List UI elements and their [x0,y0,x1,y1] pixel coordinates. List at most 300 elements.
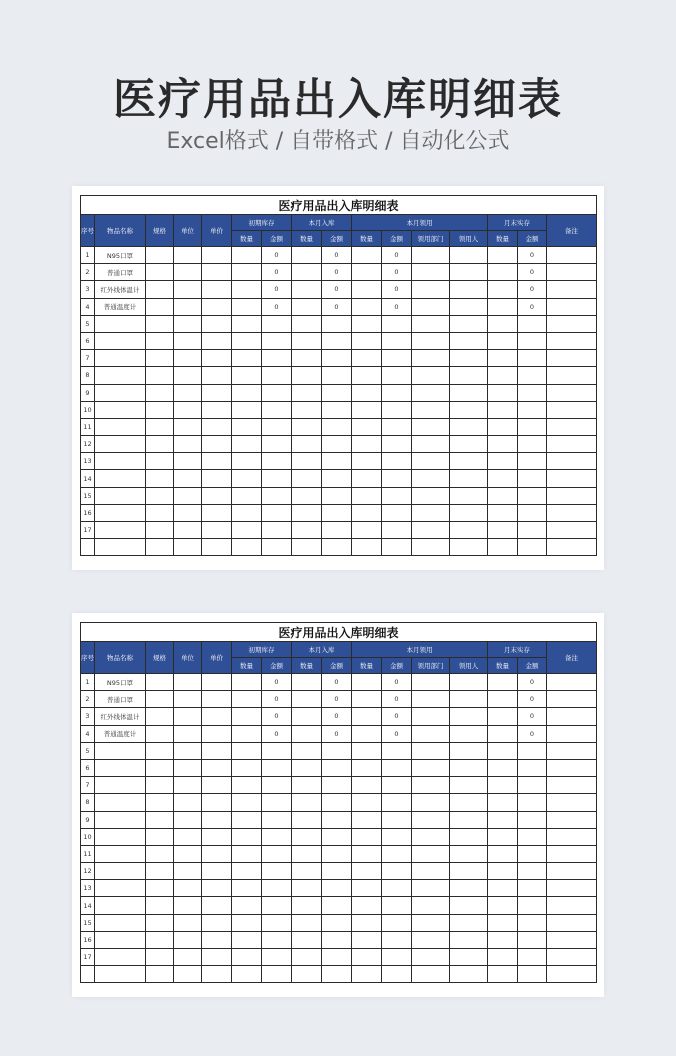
cell-remark[interactable] [547,401,597,418]
cell-receiver[interactable] [450,811,488,828]
cell-in-qty[interactable] [292,384,322,401]
cell-remark[interactable] [547,742,597,759]
cell-in-amt[interactable] [322,539,352,556]
cell-use-amt[interactable] [382,487,412,504]
cell-in-amt[interactable] [322,880,352,897]
cell-use-qty[interactable] [352,436,382,453]
cell-use-qty[interactable] [352,247,382,264]
cell-price[interactable] [202,436,232,453]
cell-seq[interactable]: 16 [81,931,95,948]
cell-spec[interactable] [146,914,174,931]
cell-remark[interactable] [547,504,597,521]
cell-in-qty[interactable] [292,742,322,759]
cell-in-qty[interactable] [292,281,322,298]
cell-open-qty[interactable] [232,350,262,367]
cell-open-qty[interactable] [232,384,262,401]
cell-receiver[interactable] [450,504,488,521]
cell-close-amt[interactable] [518,949,547,966]
cell-in-qty[interactable] [292,539,322,556]
cell-open-amt[interactable] [262,949,292,966]
cell-unit[interactable] [174,949,202,966]
cell-open-amt[interactable] [262,794,292,811]
cell-use-amt[interactable]: 0 [382,298,412,315]
cell-seq[interactable]: 5 [81,742,95,759]
cell-dept[interactable] [412,504,450,521]
cell-use-qty[interactable] [352,880,382,897]
cell-receiver[interactable] [450,298,488,315]
cell-name[interactable] [95,949,146,966]
cell-use-qty[interactable] [352,264,382,281]
cell-close-qty[interactable] [488,436,518,453]
cell-unit[interactable] [174,863,202,880]
cell-dept[interactable] [412,674,450,691]
cell-in-qty[interactable] [292,436,322,453]
cell-name[interactable]: N95口罩 [95,247,146,264]
cell-close-qty[interactable] [488,367,518,384]
cell-name[interactable] [95,777,146,794]
cell-seq[interactable]: 7 [81,350,95,367]
cell-spec[interactable] [146,264,174,281]
cell-close-qty[interactable] [488,845,518,862]
cell-spec[interactable] [146,350,174,367]
cell-unit[interactable] [174,742,202,759]
cell-use-qty[interactable] [352,828,382,845]
cell-remark[interactable] [547,281,597,298]
cell-unit[interactable] [174,504,202,521]
cell-dept[interactable] [412,539,450,556]
cell-remark[interactable] [547,350,597,367]
cell-spec[interactable] [146,453,174,470]
cell-unit[interactable] [174,332,202,349]
cell-spec[interactable] [146,487,174,504]
cell-open-amt[interactable] [262,863,292,880]
cell-spec[interactable] [146,845,174,862]
cell-seq[interactable] [81,539,95,556]
cell-close-amt[interactable] [518,401,547,418]
cell-name[interactable] [95,332,146,349]
cell-use-qty[interactable] [352,367,382,384]
cell-price[interactable] [202,264,232,281]
cell-use-amt[interactable] [382,759,412,776]
cell-remark[interactable] [547,487,597,504]
cell-in-qty[interactable] [292,897,322,914]
cell-use-qty[interactable] [352,470,382,487]
cell-receiver[interactable] [450,350,488,367]
cell-seq[interactable]: 13 [81,453,95,470]
cell-remark[interactable] [547,367,597,384]
cell-receiver[interactable] [450,691,488,708]
cell-open-amt[interactable] [262,504,292,521]
cell-name[interactable] [95,794,146,811]
cell-in-qty[interactable] [292,931,322,948]
cell-seq[interactable]: 13 [81,880,95,897]
cell-in-amt[interactable] [322,845,352,862]
cell-unit[interactable] [174,914,202,931]
cell-close-qty[interactable] [488,880,518,897]
cell-unit[interactable] [174,315,202,332]
cell-in-amt[interactable] [322,914,352,931]
cell-in-amt[interactable] [322,367,352,384]
cell-remark[interactable] [547,794,597,811]
cell-seq[interactable]: 14 [81,897,95,914]
cell-in-amt[interactable] [322,811,352,828]
cell-use-qty[interactable] [352,777,382,794]
cell-use-amt[interactable] [382,539,412,556]
cell-spec[interactable] [146,725,174,742]
cell-close-qty[interactable] [488,522,518,539]
cell-open-amt[interactable]: 0 [262,298,292,315]
cell-price[interactable] [202,298,232,315]
cell-open-qty[interactable] [232,281,262,298]
cell-in-qty[interactable] [292,674,322,691]
cell-close-amt[interactable] [518,332,547,349]
cell-in-amt[interactable] [322,522,352,539]
cell-use-qty[interactable] [352,949,382,966]
cell-open-qty[interactable] [232,897,262,914]
cell-use-amt[interactable] [382,522,412,539]
cell-close-amt[interactable] [518,742,547,759]
cell-seq[interactable]: 2 [81,264,95,281]
cell-in-qty[interactable] [292,315,322,332]
cell-open-amt[interactable] [262,828,292,845]
cell-use-amt[interactable] [382,401,412,418]
cell-dept[interactable] [412,880,450,897]
cell-in-qty[interactable] [292,264,322,281]
cell-use-amt[interactable] [382,949,412,966]
cell-open-qty[interactable] [232,794,262,811]
cell-dept[interactable] [412,315,450,332]
cell-dept[interactable] [412,949,450,966]
cell-open-amt[interactable] [262,418,292,435]
cell-spec[interactable] [146,281,174,298]
cell-price[interactable] [202,897,232,914]
cell-open-qty[interactable] [232,504,262,521]
cell-open-qty[interactable] [232,401,262,418]
cell-remark[interactable] [547,828,597,845]
cell-dept[interactable] [412,759,450,776]
cell-open-qty[interactable] [232,453,262,470]
cell-unit[interactable] [174,247,202,264]
cell-close-qty[interactable] [488,794,518,811]
cell-price[interactable] [202,332,232,349]
cell-receiver[interactable] [450,384,488,401]
cell-use-qty[interactable] [352,742,382,759]
cell-receiver[interactable] [450,708,488,725]
cell-close-amt[interactable] [518,845,547,862]
cell-spec[interactable] [146,367,174,384]
cell-name[interactable] [95,931,146,948]
cell-use-amt[interactable] [382,742,412,759]
cell-use-amt[interactable] [382,811,412,828]
cell-close-qty[interactable] [488,725,518,742]
cell-unit[interactable] [174,708,202,725]
cell-receiver[interactable] [450,332,488,349]
cell-receiver[interactable] [450,367,488,384]
cell-price[interactable] [202,384,232,401]
cell-dept[interactable] [412,966,450,983]
cell-open-qty[interactable] [232,725,262,742]
cell-spec[interactable] [146,949,174,966]
cell-use-qty[interactable] [352,332,382,349]
cell-use-amt[interactable] [382,777,412,794]
cell-price[interactable] [202,880,232,897]
cell-use-amt[interactable] [382,470,412,487]
cell-dept[interactable] [412,247,450,264]
cell-seq[interactable]: 4 [81,725,95,742]
cell-remark[interactable] [547,880,597,897]
cell-in-amt[interactable] [322,436,352,453]
cell-in-qty[interactable] [292,367,322,384]
cell-dept[interactable] [412,453,450,470]
cell-receiver[interactable] [450,725,488,742]
cell-close-amt[interactable]: 0 [518,691,547,708]
cell-use-amt[interactable] [382,794,412,811]
cell-remark[interactable] [547,811,597,828]
cell-use-qty[interactable] [352,811,382,828]
cell-open-qty[interactable] [232,914,262,931]
cell-dept[interactable] [412,777,450,794]
cell-spec[interactable] [146,828,174,845]
cell-price[interactable] [202,949,232,966]
cell-use-amt[interactable] [382,914,412,931]
cell-unit[interactable] [174,418,202,435]
cell-open-amt[interactable] [262,522,292,539]
cell-in-qty[interactable] [292,418,322,435]
cell-use-qty[interactable] [352,914,382,931]
cell-seq[interactable]: 17 [81,949,95,966]
cell-in-qty[interactable] [292,863,322,880]
cell-use-amt[interactable] [382,863,412,880]
cell-receiver[interactable] [450,418,488,435]
cell-open-qty[interactable] [232,828,262,845]
cell-name[interactable] [95,315,146,332]
cell-remark[interactable] [547,863,597,880]
cell-name[interactable] [95,914,146,931]
cell-name[interactable] [95,350,146,367]
cell-price[interactable] [202,539,232,556]
cell-open-qty[interactable] [232,674,262,691]
cell-spec[interactable] [146,384,174,401]
cell-spec[interactable] [146,742,174,759]
cell-use-amt[interactable] [382,315,412,332]
cell-seq[interactable]: 10 [81,828,95,845]
cell-close-amt[interactable]: 0 [518,708,547,725]
cell-spec[interactable] [146,539,174,556]
cell-in-qty[interactable] [292,725,322,742]
cell-close-qty[interactable] [488,504,518,521]
cell-remark[interactable] [547,949,597,966]
cell-open-qty[interactable] [232,436,262,453]
cell-seq[interactable]: 3 [81,281,95,298]
cell-name[interactable] [95,845,146,862]
cell-close-qty[interactable] [488,453,518,470]
cell-close-amt[interactable] [518,315,547,332]
cell-open-qty[interactable] [232,863,262,880]
cell-in-amt[interactable]: 0 [322,708,352,725]
cell-use-qty[interactable] [352,931,382,948]
cell-receiver[interactable] [450,487,488,504]
cell-price[interactable] [202,794,232,811]
cell-close-amt[interactable] [518,350,547,367]
cell-close-qty[interactable] [488,401,518,418]
cell-use-amt[interactable]: 0 [382,674,412,691]
cell-in-qty[interactable] [292,828,322,845]
cell-dept[interactable] [412,742,450,759]
cell-unit[interactable] [174,487,202,504]
cell-seq[interactable]: 10 [81,401,95,418]
cell-use-amt[interactable] [382,453,412,470]
cell-dept[interactable] [412,828,450,845]
cell-in-qty[interactable] [292,522,322,539]
cell-open-qty[interactable] [232,298,262,315]
cell-unit[interactable] [174,845,202,862]
cell-in-qty[interactable] [292,332,322,349]
cell-use-qty[interactable] [352,845,382,862]
cell-use-amt[interactable] [382,966,412,983]
cell-name[interactable] [95,436,146,453]
cell-use-qty[interactable] [352,759,382,776]
cell-use-qty[interactable] [352,708,382,725]
cell-close-qty[interactable] [488,691,518,708]
cell-use-qty[interactable] [352,401,382,418]
cell-spec[interactable] [146,708,174,725]
cell-dept[interactable] [412,298,450,315]
cell-close-qty[interactable] [488,966,518,983]
cell-in-amt[interactable] [322,487,352,504]
cell-name[interactable] [95,539,146,556]
cell-dept[interactable] [412,384,450,401]
cell-price[interactable] [202,931,232,948]
cell-close-qty[interactable] [488,487,518,504]
cell-unit[interactable] [174,759,202,776]
cell-use-amt[interactable] [382,384,412,401]
cell-close-amt[interactable]: 0 [518,674,547,691]
cell-spec[interactable] [146,504,174,521]
cell-open-amt[interactable] [262,470,292,487]
cell-seq[interactable] [81,966,95,983]
cell-open-amt[interactable] [262,931,292,948]
cell-receiver[interactable] [450,897,488,914]
cell-in-amt[interactable] [322,332,352,349]
cell-unit[interactable] [174,966,202,983]
cell-remark[interactable] [547,674,597,691]
cell-remark[interactable] [547,539,597,556]
cell-remark[interactable] [547,897,597,914]
cell-remark[interactable] [547,777,597,794]
cell-spec[interactable] [146,298,174,315]
cell-unit[interactable] [174,674,202,691]
cell-price[interactable] [202,674,232,691]
cell-close-qty[interactable] [488,931,518,948]
cell-seq[interactable]: 8 [81,367,95,384]
cell-open-qty[interactable] [232,522,262,539]
cell-remark[interactable] [547,436,597,453]
cell-unit[interactable] [174,367,202,384]
cell-in-amt[interactable] [322,418,352,435]
cell-seq[interactable]: 12 [81,436,95,453]
cell-use-amt[interactable] [382,367,412,384]
cell-remark[interactable] [547,691,597,708]
cell-seq[interactable]: 9 [81,384,95,401]
cell-in-amt[interactable]: 0 [322,674,352,691]
cell-open-qty[interactable] [232,708,262,725]
cell-in-qty[interactable] [292,949,322,966]
cell-name[interactable]: 普通温度计 [95,725,146,742]
cell-receiver[interactable] [450,914,488,931]
cell-receiver[interactable] [450,828,488,845]
cell-open-qty[interactable] [232,247,262,264]
cell-name[interactable] [95,759,146,776]
cell-dept[interactable] [412,401,450,418]
cell-close-amt[interactable] [518,418,547,435]
cell-dept[interactable] [412,281,450,298]
cell-receiver[interactable] [450,845,488,862]
cell-close-amt[interactable] [518,863,547,880]
cell-close-amt[interactable] [518,384,547,401]
cell-seq[interactable]: 6 [81,759,95,776]
cell-dept[interactable] [412,367,450,384]
cell-open-qty[interactable] [232,742,262,759]
cell-close-qty[interactable] [488,418,518,435]
cell-dept[interactable] [412,418,450,435]
cell-use-amt[interactable]: 0 [382,247,412,264]
cell-use-amt[interactable] [382,332,412,349]
cell-in-qty[interactable] [292,759,322,776]
cell-open-amt[interactable] [262,966,292,983]
cell-price[interactable] [202,708,232,725]
cell-close-qty[interactable] [488,247,518,264]
cell-close-amt[interactable]: 0 [518,264,547,281]
cell-use-amt[interactable] [382,897,412,914]
cell-seq[interactable]: 2 [81,691,95,708]
cell-spec[interactable] [146,436,174,453]
cell-unit[interactable] [174,691,202,708]
cell-close-qty[interactable] [488,384,518,401]
cell-in-qty[interactable] [292,794,322,811]
cell-spec[interactable] [146,332,174,349]
cell-remark[interactable] [547,914,597,931]
cell-unit[interactable] [174,897,202,914]
cell-in-amt[interactable] [322,897,352,914]
cell-open-amt[interactable]: 0 [262,281,292,298]
cell-receiver[interactable] [450,281,488,298]
cell-spec[interactable] [146,863,174,880]
cell-remark[interactable] [547,931,597,948]
cell-name[interactable]: 普通温度计 [95,298,146,315]
cell-close-amt[interactable]: 0 [518,281,547,298]
cell-name[interactable] [95,384,146,401]
cell-open-amt[interactable]: 0 [262,725,292,742]
cell-seq[interactable]: 5 [81,315,95,332]
cell-unit[interactable] [174,350,202,367]
cell-price[interactable] [202,470,232,487]
cell-dept[interactable] [412,725,450,742]
cell-unit[interactable] [174,470,202,487]
cell-use-qty[interactable] [352,725,382,742]
cell-close-qty[interactable] [488,281,518,298]
cell-use-qty[interactable] [352,539,382,556]
cell-open-amt[interactable]: 0 [262,247,292,264]
cell-receiver[interactable] [450,759,488,776]
cell-dept[interactable] [412,487,450,504]
cell-spec[interactable] [146,897,174,914]
cell-use-qty[interactable] [352,298,382,315]
cell-name[interactable]: 红外线体温计 [95,281,146,298]
cell-remark[interactable] [547,418,597,435]
cell-open-amt[interactable]: 0 [262,264,292,281]
cell-remark[interactable] [547,298,597,315]
cell-price[interactable] [202,828,232,845]
